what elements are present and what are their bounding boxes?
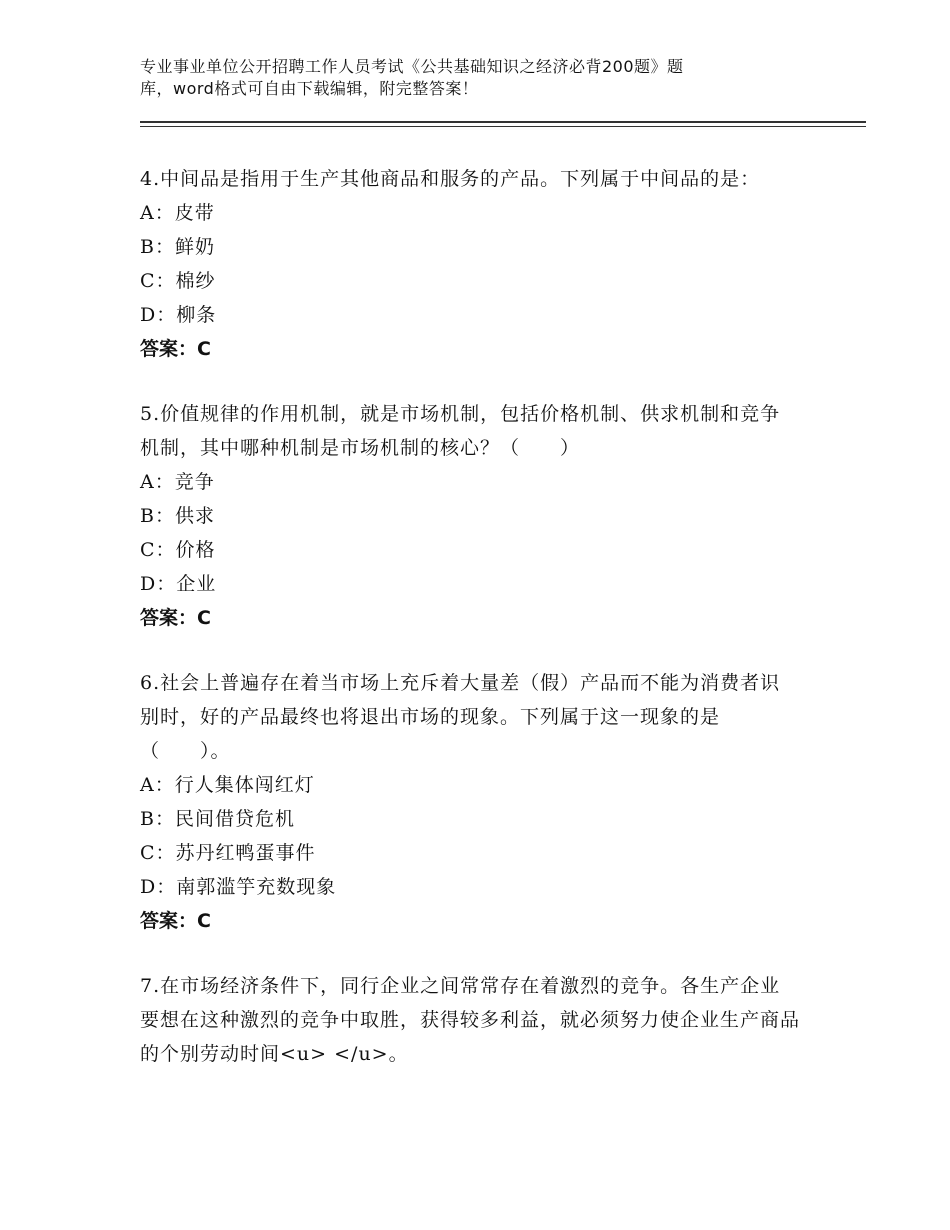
document-header — [140, 56, 780, 100]
option-a: A：行人集体闯红灯 — [140, 774, 315, 796]
question-7 — [140, 969, 800, 1071]
header-divider-thick — [140, 121, 866, 123]
option-a: A：皮带 — [140, 202, 215, 224]
option-c: C：苏丹红鸭蛋事件 — [140, 842, 316, 864]
option-c: C：价格 — [140, 539, 216, 561]
question-stem: 4.中间品是指用于生产其他商品和服务的产品。下列属于中间品的是： — [140, 168, 761, 190]
option-a: A：竞争 — [140, 471, 215, 493]
question-list — [140, 162, 800, 1102]
option-d: D：企业 — [140, 573, 217, 595]
header-title-line-1: 专业事业单位公开招聘工作人员考试《公共基础知识之经济必背200题》题 — [140, 57, 684, 76]
question-stem: 5.价值规律的作用机制，就是市场机制，包括价格机制、供求机制和竞争机制，其中哪种机制是市场机制的核心？（ ） — [140, 403, 781, 459]
question-6 — [140, 666, 800, 938]
header-divider-thin — [140, 126, 866, 127]
option-c: C：棉纱 — [140, 270, 216, 292]
answer-label: 答案：C — [140, 338, 211, 360]
option-b: B：供求 — [140, 505, 215, 527]
question-4 — [140, 162, 800, 366]
question-stem: 7.在市场经济条件下，同行企业之间常常存在着激烈的竞争。各生产企业要想在这种激烈的竞争中取胜，获得较多利益，就必须努力使企业生产商品的个别劳动时间<u> </u>。 — [140, 975, 801, 1065]
answer-label: 答案：C — [140, 910, 211, 932]
question-stem: 6.社会上普遍存在着当市场上充斥着大量差（假）产品而不能为消费者识别时，好的产品最终也将退出市场的现象。下列属于这一现象的是（ ）。 — [140, 672, 781, 762]
header-title-line-2: 库，word格式可自由下载编辑，附完整答案！ — [140, 79, 479, 98]
answer-label: 答案：C — [140, 607, 211, 629]
option-d: D：柳条 — [140, 304, 217, 326]
question-5 — [140, 397, 800, 635]
option-d: D：南郭滥竽充数现象 — [140, 876, 337, 898]
option-b: B：鲜奶 — [140, 236, 215, 258]
option-b: B：民间借贷危机 — [140, 808, 295, 830]
